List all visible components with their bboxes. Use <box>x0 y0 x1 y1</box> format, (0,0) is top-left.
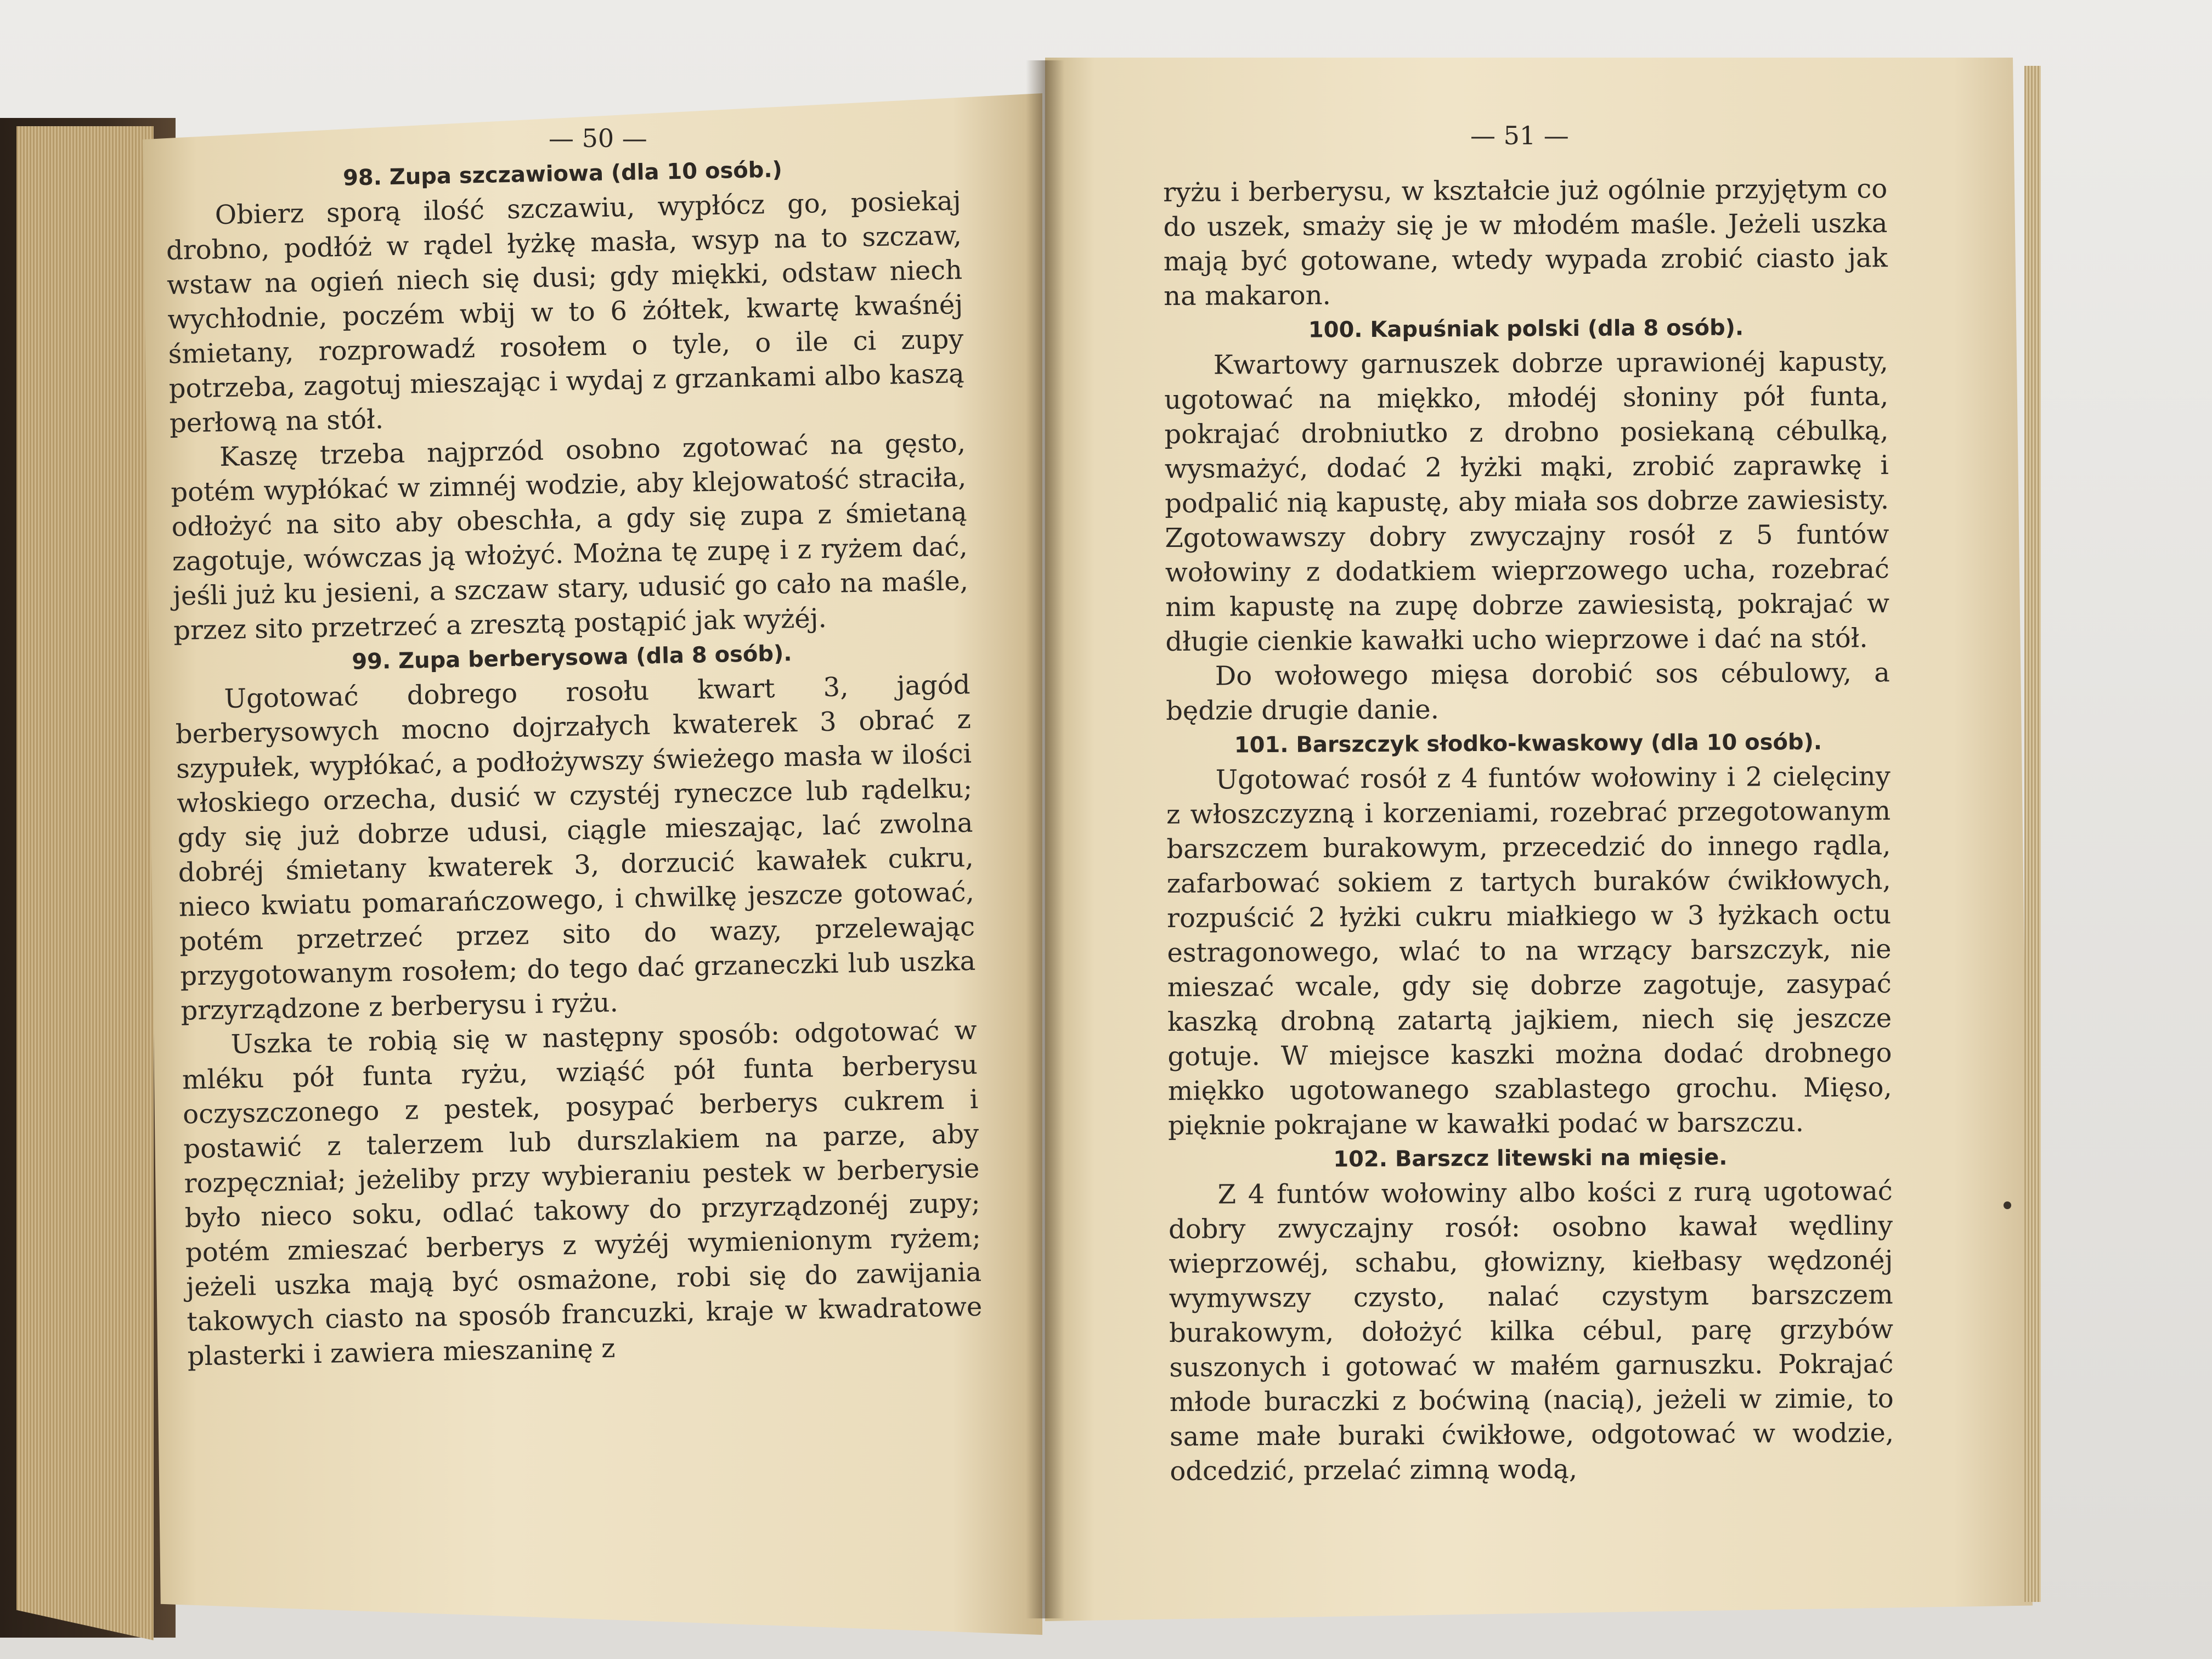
recipe-heading: 100. Kapuśniak polski (dla 8 osób). <box>1308 315 1744 343</box>
page-edges-left <box>16 126 154 1640</box>
recipe-heading: 99. Zupa berberysowa (dla 8 osób). <box>351 641 792 675</box>
right-page-text <box>1163 172 1894 1489</box>
ink-spot <box>2004 1201 2011 1209</box>
page-number-right: — 51 — <box>1470 121 1569 150</box>
recipe-heading: 101. Barszczyk słodko-kwaskowy (dla 10 osób). <box>1234 729 1822 758</box>
recipe-paragraph: Kaszę trzeba najprzód osobno zgotować na gęsto, potém wypłókać w zimnéj wodzie, aby klejowatość straciła, odłożyć na sito aby obeschła, a gdy się zupa z śmietaną zagotuje, wówczas ją włożyć. Można tę zupę i z ryżem dać, jeśli już ku jesieni, a szczaw stary, udusić go cało na maśle, przez sito przetrzeć a zresztą postąpić jak wyżéj. <box>170 427 969 646</box>
recipe-paragraph: ryżu i berberysu, w kształcie już ogólnie przyjętym co do uszek, smaży się je w młodém maśle. Jeżeli uszka mają być gotowane, wtedy wypada zrobić ciasto jak na makaron. <box>1163 173 1888 312</box>
recipe-paragraph: Ugotować dobrego rosołu kwart 3, jagód berberysowych mocno dojrzałych kwaterek 3 obrać z szypułek, wypłókać, a podłożywszy świeżego masła w ilości włoskiego orzecha, dusić w czystéj ryneczce lub rądelku; gdy się już dobrze udusi, ciągle mieszając, lać zwolna dobréj śmietany kwaterek 3, dorzucić kawałek cukru, nieco kwiatu pomarańczowego, i chwilkę jeszcze gotować, potém przetrzeć przez sito do wazy, przelewając przygotowanym rosołem; do tego dać grzaneczki lub uszka przyrządzone z berberysu i ryżu. <box>175 669 976 1026</box>
recipe-paragraph: Kwartowy garnuszek dobrze uprawionéj kapusty, ugotować na miękko, młodéj słoniny pół funta, pokrajać drobniutko z drobno posiekaną cébulką, wysmażyć, dodać 2 łyżki mąki, zrobić zaprawkę i podpalić nią kapustę, aby miała sos dobrze zawiesisty. Zgotowawszy dobry zwyczajny rosół z 5 funtów wołowiny z dodatkiem wieprzowego ucha, rozebrać nim kapustę na zupę dobrze zawiesistą, pokrajać w długie cienkie kawałki ucho wieprzowe i dać na stół. <box>1164 346 1890 657</box>
recipe-heading: 98. Zupa szczawiowa (dla 10 osób.) <box>342 157 783 191</box>
recipe-heading: 102. Barszcz litewski na mięsie. <box>1333 1144 1728 1172</box>
recipe-paragraph: Ugotować rosół z 4 funtów wołowiny i 2 cielęciny z włoszczyzną i korzeniami, rozebrać przegotowanym barszczem burakowym, przecedzić do innego rądla, zafarbować sokiem z tartych buraków ćwikłowych, rozpuścić 2 łyżki cukru miałkiego w 3 łyżkach octu estragonowego, wlać to na wrzący barszczyk, nie mieszać wcale, gdy się dobrze zagotuje, zasypać kaszką drobną zatartą jajkiem, niech się jeszcze gotuje. W miejsce kaszki można dodać drobnego miękko ugotowanego szablastego grochu. Mięso, pięknie pokrajane w kawałki podać w barszczu. <box>1166 761 1892 1141</box>
recipe-paragraph: Do wołowego mięsa dorobić sos cébulowy, a będzie drugie danie. <box>1165 657 1890 726</box>
left-page-text <box>165 149 983 1374</box>
page-edges-right <box>2024 66 2041 1602</box>
book-gutter <box>1026 60 1064 1618</box>
page-number-left: — 50 — <box>549 123 647 153</box>
recipe-paragraph: Obierz sporą ilość szczawiu, wypłócz go, posiekaj drobno, podłóż w rądel łyżkę masła, wsyp na to szczaw, wstaw na ogień niech się dusi; gdy miękki, odstaw niech wychłodnie, poczém wbij w to 6 żółtek, kwartę kwaśnéj śmietany, rozprowadź rosołem o tyle, o ile ci zupy potrzeba, zagotuj mieszając i wydaj z grzankami albo kaszą perłową na stół. <box>166 185 965 439</box>
recipe-paragraph: Z 4 funtów wołowiny albo kości z rurą ugotować dobry zwyczajny rosół: osobno kawał wędliny wieprzowéj, schabu, głowizny, kiełbasy wędzonéj wymywszy czysto, nalać czystym barszczem burakowym, dołożyć kilka cébul, parę grzybów suszonych i gotować w małém garnuszku. Pokrajać młode buraczki z boćwiną (nacią), jeżeli w zimie, to same małe buraki ćwikłowe, odgotować w wodzie, odcedzić, przelać zimną wodą, <box>1168 1176 1894 1487</box>
recipe-paragraph: Uszka te robią się w następny sposób: odgotować w mléku pół funta ryżu, wziąść pół funta berberysu oczyszczonego z pestek, posypać berberys cukrem i postawić z talerzem lub durszlakiem na parze, aby rozpęczniał; jeżeliby przy wybieraniu pestek w berberysie było nieco soku, odlać takowy do przyrządzonéj zupy; potém zmieszać berberys z wyżéj wymienionym ryżem; jeżeli uszka mają być osmażone, robi się do zawijania takowych ciasto na sposób francuzki, kraje w kwadratowe plasterki i zawiera mieszaninę z <box>182 1014 983 1372</box>
